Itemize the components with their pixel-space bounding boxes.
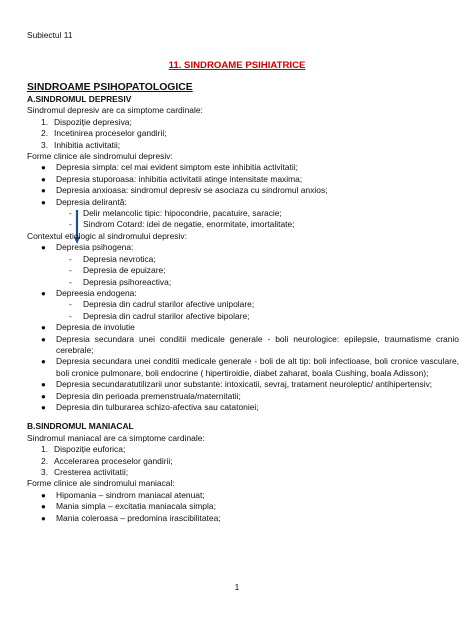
- list-item: ● Mania simpla – excitatia maniacala simpla;: [41, 501, 216, 512]
- list-item: 2. Incetinirea proceselor gandirii;: [41, 128, 167, 139]
- list-item: ● Depresia anxioasa: sindromul depresiv se asociaza cu sindromul anxios;: [41, 185, 328, 196]
- list-item: ● Depresia stuporoasa: inhibitia activitatii atinge intensitate maxima;: [41, 173, 303, 184]
- list-item: ● Depresia de involutie: [41, 322, 135, 333]
- list-item: ● Mania coleroasa – predomina irascibilitatea;: [41, 512, 221, 523]
- list-item: ● Depresia psihogena:: [41, 242, 134, 253]
- list-item: - Sindrom Cotard: idei de negatie, enormitate, imortalitate;: [69, 219, 295, 230]
- list-item: ● Depresia simpla: cel mai evident simptom este inhibitia activitatii;: [41, 162, 298, 173]
- list-item: 3. Inhibitia activitatii;: [41, 139, 121, 150]
- list-item: 1. Dispoziție euforica;: [41, 444, 126, 455]
- etiology-intro: Contextul etiologic al sindromului depresiv:: [27, 230, 187, 241]
- list-item: - Delir melancolic tipic: hipocondrie, pacatuire, saracie;: [69, 208, 282, 219]
- document-body: [27, 81, 459, 524]
- list-item: ● Depresia secundara unei conditii medicale generale - boli neurologice: epilepsie, traumatisme cranio cerebrale;: [41, 333, 459, 355]
- page-number: 1: [234, 582, 240, 592]
- depressive-forms-intro: Forme clinice ale sindromului depresiv:: [27, 151, 173, 162]
- depressive-syndrome-heading: A.SINDROMUL DEPRESIV: [27, 94, 132, 104]
- list-item: ● Depresia delirantă:: [41, 196, 127, 207]
- list-item: - Depresia de epuizare;: [69, 265, 166, 276]
- list-item: ● Depresia din perioada premenstruala/maternitatii;: [41, 390, 241, 401]
- list-item: ● Depreesia endogena:: [41, 287, 137, 298]
- list-item: ● Depresia din tulburarea schizo-afectiva sau catatoniei;: [41, 401, 259, 412]
- document-title: 11. SINDROAME PSIHIATRICE: [168, 60, 306, 71]
- list-item: ● Hipomania – sindrom maniacal atenuat;: [41, 489, 205, 500]
- manic-forms-intro: Forme clinice ale sindromului maniacal:: [27, 478, 175, 489]
- list-item: - Depresia din cadrul starilor afective unipolare;: [69, 299, 255, 310]
- list-item: 1. Dispoziție depresiva;: [41, 116, 132, 127]
- list-item: ● Depresia secundaratutilizarii unor substante: intoxicatii, sevraj, tratament neuroleptic/ antihipertensiv;: [41, 379, 433, 390]
- list-item: - Depresia nevrotica;: [69, 253, 156, 264]
- list-item: 2. Accelerarea proceselor gandirii;: [41, 455, 173, 466]
- manic-intro: Sindromul maniacal are ca simptome cardinale:: [27, 432, 205, 443]
- depressive-intro: Sindromul depresiv are ca simptome cardinale:: [27, 105, 203, 116]
- manic-syndrome-heading: B.SINDROMUL MANIACAL: [27, 421, 134, 432]
- list-item: - Depresia psihoreactiva;: [69, 276, 172, 287]
- list-item: 3. Cresterea activitatii;: [41, 467, 129, 477]
- page-header-subject: Subiectul 11: [27, 30, 73, 40]
- section-heading: SINDROAME PSIHOPATOLOGICE: [27, 82, 193, 93]
- list-item: - Depresia din cadrul starilor afective bipolare;: [69, 310, 250, 321]
- list-item: ● Depresia secundara unei conditii medicale generale - boli de alt tip: boli infectioase, boli cronice vasculare, boli cronice pulmonare, boli endocrine ( hipertiroidie, diabet zaharat, boala Cushing, boala Adisson);: [41, 356, 459, 378]
